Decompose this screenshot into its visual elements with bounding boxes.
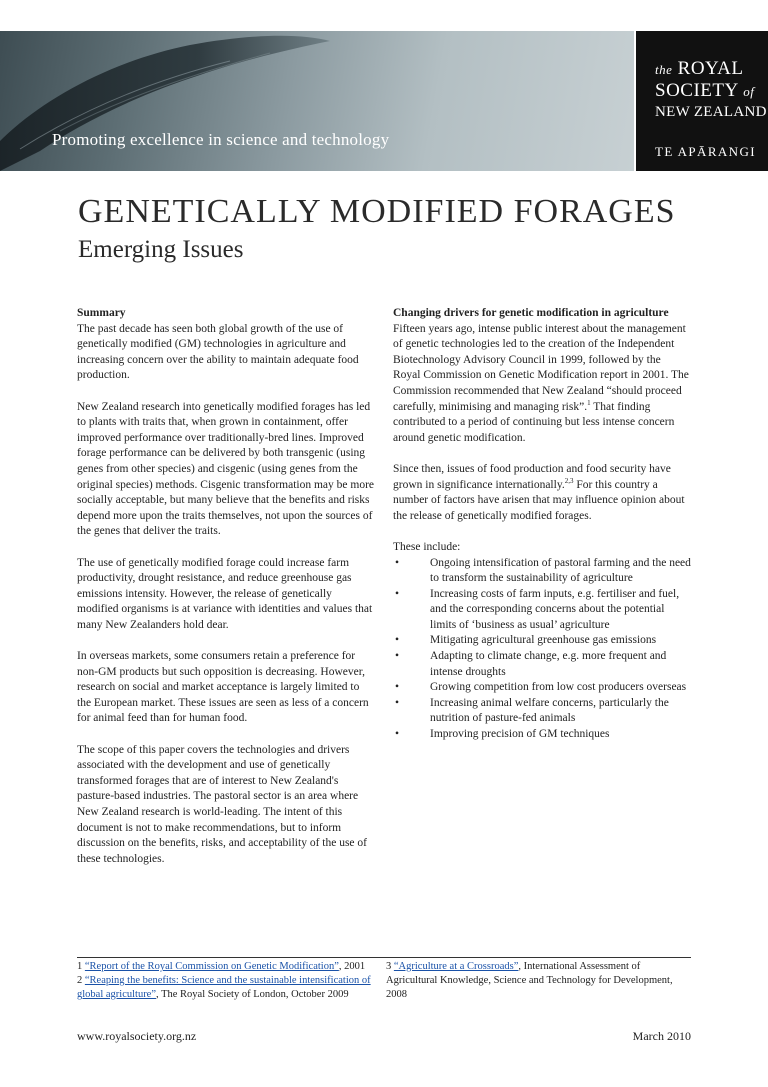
- footnote-1-link[interactable]: “Report of the Royal Commission on Genetic Modification”: [84, 961, 339, 972]
- logo-line-society: SOCIETY of: [655, 80, 755, 101]
- tagline: Promoting excellence in science and technology: [52, 130, 390, 149]
- list-item: • Increasing animal welfare concerns, particularly the nutrition of pasture-fed animals: [395, 696, 669, 725]
- logo-subtitle: TE APĀRANGI: [655, 144, 756, 159]
- footnote-2: 2 “Reaping the benefits: Science and the sustainable intensification of global agriculture”, The Royal Society of London, October 2009: [77, 975, 371, 1000]
- footnotes-left: [77, 960, 383, 1002]
- footnote-1: 1 “Report of the Royal Commission on Genetic Modification”, 2001: [77, 961, 366, 972]
- bullet-icon: •: [395, 728, 400, 741]
- drivers-paragraph-2: Since then, issues of food production and food security have grown in significance internationally.$^{2,3}$ For this country a number of factors have arisen that may influence opinion about the release of genetically modified forages.: [393, 462, 685, 522]
- drivers-paragraph-1: Fifteen years ago, intense public interest about the management of genetic technologies led to the creation of the Independent Biotechnology Advisory Council in 1999, followed by the Royal Commission on Genetic Modification report in 2001. The Commission recommended that New Zealand “should proceed carefully, minimising and managing risk”.$^1$ That finding contributed to a period of continuing but less intense concern around genetic modification.: [393, 322, 689, 444]
- bullet-icon: •: [395, 650, 400, 663]
- document-title: GENETICALLY MODIFIED FORAGES: [78, 193, 676, 230]
- summary-paragraph-2: New Zealand research into genetically modified forages has led to plants with traits that, when grown in containment, offer improved performance over traditionally-bred lines. Improved forage performance can be delivered by both transgenic (using genes from other species) and cisgenic (using genes from the original species) methods. Cisgenic transformation may be more socially acceptable, but many believe that the benefits and risks depend more upon the traits themselves, not upon the sources of the genes that deliver the traits.: [77, 400, 375, 538]
- bullet-icon: •: [395, 634, 400, 647]
- bullet-icon: •: [395, 556, 400, 569]
- list-item: • Increasing costs of farm inputs, e.g. fertiliser and fuel, and the corresponding concerns about the potential limits of ‘business as usual’ agriculture: [395, 587, 680, 631]
- list-item: • Growing competition from low cost producers overseas: [393, 680, 691, 696]
- footnote-ref-1[interactable]: 1: [587, 398, 591, 407]
- summary-paragraph-4: In overseas markets, some consumers retain a preference for non-GM products but such opposition is decreasing. However, research on social and market acceptance is largely limited to the European market. These issues are seen as less of a concern for animal feed than for human food.: [77, 650, 369, 725]
- summary-heading: Summary: [77, 307, 126, 319]
- footer-url[interactable]: www.royalsociety.org.nz: [77, 1029, 197, 1043]
- drivers-heading: Changing drivers for genetic modification in agriculture: [393, 307, 669, 319]
- right-column: [393, 306, 691, 743]
- bullet-icon: •: [395, 587, 400, 600]
- list-intro: These include:: [393, 540, 461, 553]
- drivers-list: [393, 556, 691, 743]
- summary-paragraph-3: The use of genetically modified forage could increase farm productivity, drought resistance, and reduce greenhouse gas emissions intensity. However, the release of genetically modified organisms is at variance with identities and values that many New Zealanders hold dear.: [77, 556, 373, 631]
- footnote-2-link[interactable]: “Reaping the benefits: Science and the sustainable intensification of global agriculture”: [77, 975, 371, 1000]
- bullet-icon: •: [395, 696, 400, 709]
- list-item: • Improving precision of GM techniques: [393, 727, 691, 743]
- footnote-ref-2-3[interactable]: 2,3: [564, 476, 574, 485]
- footnote-divider: [77, 957, 691, 958]
- list-item: • Mitigating agricultural greenhouse gas emissions: [393, 633, 691, 649]
- list-item: • Ongoing intensification of pastoral farming and the need to transform the sustainability of agriculture: [395, 556, 691, 585]
- summary-paragraph-5: The scope of this paper covers the technologies and drivers associated with the development and use of genetically transformed forages that are of interest to New Zealand's pasture-based industries. The pastoral sector is an area where New Zealand research is world-leading. The intent of this document is not to make recommendations, but to inform discussion on the benefits, risks, and acceptability of the use of these technologies.: [77, 743, 367, 865]
- bullet-icon: •: [395, 681, 400, 694]
- list-item: • Adapting to climate change, e.g. more frequent and intense droughts: [395, 650, 667, 678]
- left-column: [77, 306, 375, 883]
- logo-line-nz: NEW ZEALAND: [655, 104, 767, 120]
- summary-paragraph-1: The past decade has seen both global growth of the use of genetically modified (GM) technologies in agriculture and increasing concern over the ability to maintain adequate food production.: [77, 322, 359, 382]
- feather-image: [0, 31, 634, 171]
- feather-photo: [0, 31, 634, 171]
- header-banner: [0, 31, 768, 171]
- logo-line-royal: the ROYAL: [655, 58, 744, 79]
- footnote-3: 3 “Agriculture at a Crossroads”, International Assessment of Agricultural Knowledge, Science and Technology for Development, 2008: [386, 961, 673, 1000]
- royal-society-logo[interactable]: [636, 31, 768, 171]
- footer-date: March 2010: [632, 1029, 691, 1043]
- document-subtitle: Emerging Issues: [78, 236, 244, 263]
- footnotes-right: [386, 960, 692, 1002]
- footnote-3-link[interactable]: “Agriculture at a Crossroads”: [393, 961, 519, 972]
